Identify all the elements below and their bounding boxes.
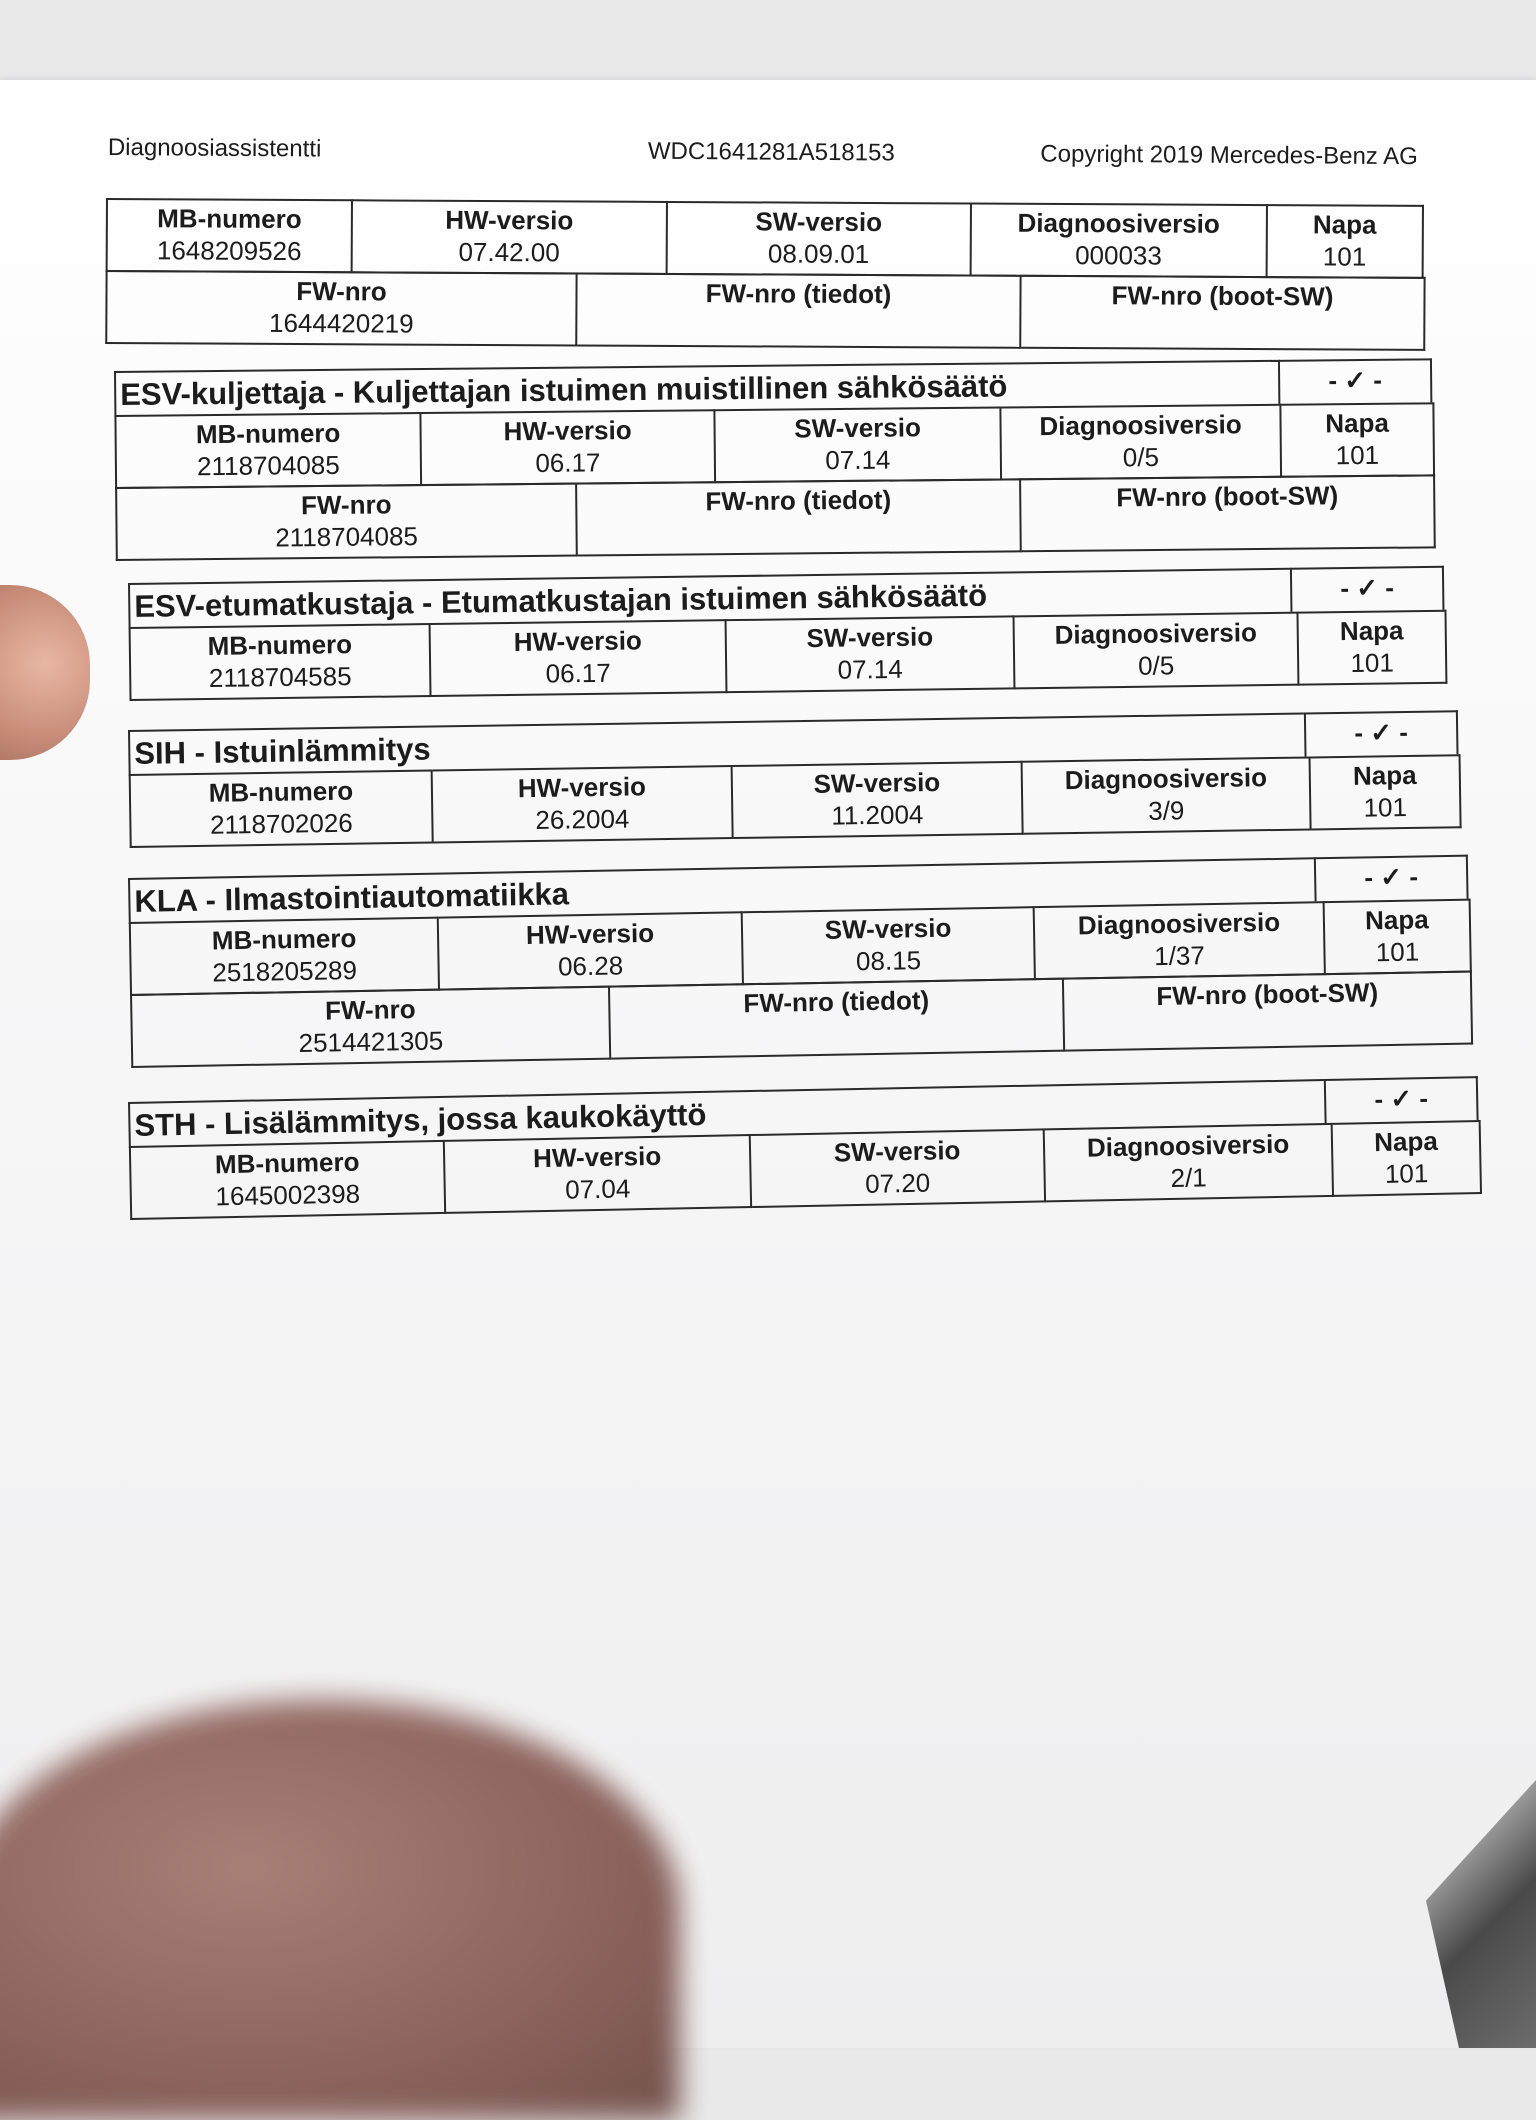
fw-info-cell: FW-nro (tiedot) [576,479,1021,555]
header-copyright: Copyright 2019 Mercedes-Benz AG [1040,140,1418,171]
check-mark-icon: - ✓ - [1314,855,1469,902]
mb-number-cell: MB-numero 2118704085 [115,413,421,488]
hw-version-cell: HW-versio 07.42.00 [352,200,667,274]
hw-version-cell: HW-versio 07.04 [444,1135,751,1213]
section-title: KLA - Ilmastointiautomatiikka [128,857,1315,922]
napa-cell: Napa 101 [1324,900,1471,975]
napa-cell: Napa 101 [1266,205,1423,278]
fw-number-cell: FW-nro 2118704085 [116,484,577,560]
diag-version-cell: Diagnoosiversio 3/9 [1022,757,1311,833]
main-unit-block [105,198,1424,351]
sw-version-cell: SW-versio 07.14 [714,407,1001,482]
napa-cell: Napa 101 [1310,755,1461,829]
hw-version-cell: HW-versio 06.17 [430,620,727,696]
mb-number-cell: MB-numero 1648209526 [107,199,352,272]
sw-version-cell: SW-versio 07.14 [726,616,1015,692]
fw-number-cell: FW-nro 1644420219 [106,271,576,345]
sw-version-cell: SW-versio 08.09.01 [666,202,971,276]
section-esv-driver [114,358,1434,561]
napa-cell: Napa 101 [1297,611,1446,685]
napa-cell: Napa 101 [1280,403,1434,476]
diag-version-cell: Diagnoosiversio 000033 [971,204,1267,278]
section-esv-passenger [128,566,1445,701]
fw-boot-cell: FW-nro (boot-SW) [1020,276,1424,350]
section-title: STH - Lisälämmitys, jossa kaukokäyttö [128,1079,1325,1146]
mb-number-cell: MB-numero 2118704585 [130,624,431,700]
diag-version-cell: Diagnoosiversio 0/5 [1014,613,1299,689]
napa-cell: Napa 101 [1332,1121,1481,1196]
diag-version-cell: Diagnoosiversio 2/1 [1044,1124,1333,1202]
section-title: SIH - Istuinlämmitys [128,713,1305,774]
fw-info-cell: FW-nro (tiedot) [609,979,1064,1059]
section-title: ESV-kuljettaja - Kuljettajan istuimen muistillinen sähkösäätö [114,360,1278,415]
sw-version-cell: SW-versio 07.20 [750,1129,1045,1207]
hw-version-cell: HW-versio 26.2004 [432,766,733,842]
sw-version-cell: SW-versio 08.15 [742,907,1035,984]
check-mark-icon: - ✓ - [1290,566,1445,612]
finger-bottom [0,1700,680,2120]
check-mark-icon: - ✓ - [1278,358,1432,403]
hw-version-cell: HW-versio 06.28 [438,912,743,989]
fw-info-cell: FW-nro (tiedot) [576,273,1020,347]
fw-boot-cell: FW-nro (boot-SW) [1063,972,1472,1051]
check-mark-icon: - ✓ - [1324,1076,1479,1123]
mb-number-cell: MB-numero 2518205289 [130,918,439,995]
fw-number-cell: FW-nro 2514421305 [131,987,610,1067]
header-vin: WDC1641281A518153 [647,137,895,167]
check-mark-icon: - ✓ - [1304,710,1459,756]
diag-version-cell: Diagnoosiversio 1/37 [1034,902,1325,979]
fw-boot-cell: FW-nro (boot-SW) [1020,475,1435,551]
mb-number-cell: MB-numero 1645002398 [130,1141,445,1219]
section-title: ESV-etumatkustaja - Etumatkustajan istuimen sähkösäätö [128,568,1290,627]
diag-version-cell: Diagnoosiversio 0/5 [1000,405,1281,480]
mb-number-cell: MB-numero 2118702026 [130,771,433,847]
section-seat-heating [128,710,1460,848]
section-climate-control [128,855,1471,1068]
hw-version-cell: HW-versio 06.17 [420,410,715,485]
header-app-name: Diagnoosiassistentti [107,134,322,163]
sw-version-cell: SW-versio 11.2004 [732,762,1023,838]
